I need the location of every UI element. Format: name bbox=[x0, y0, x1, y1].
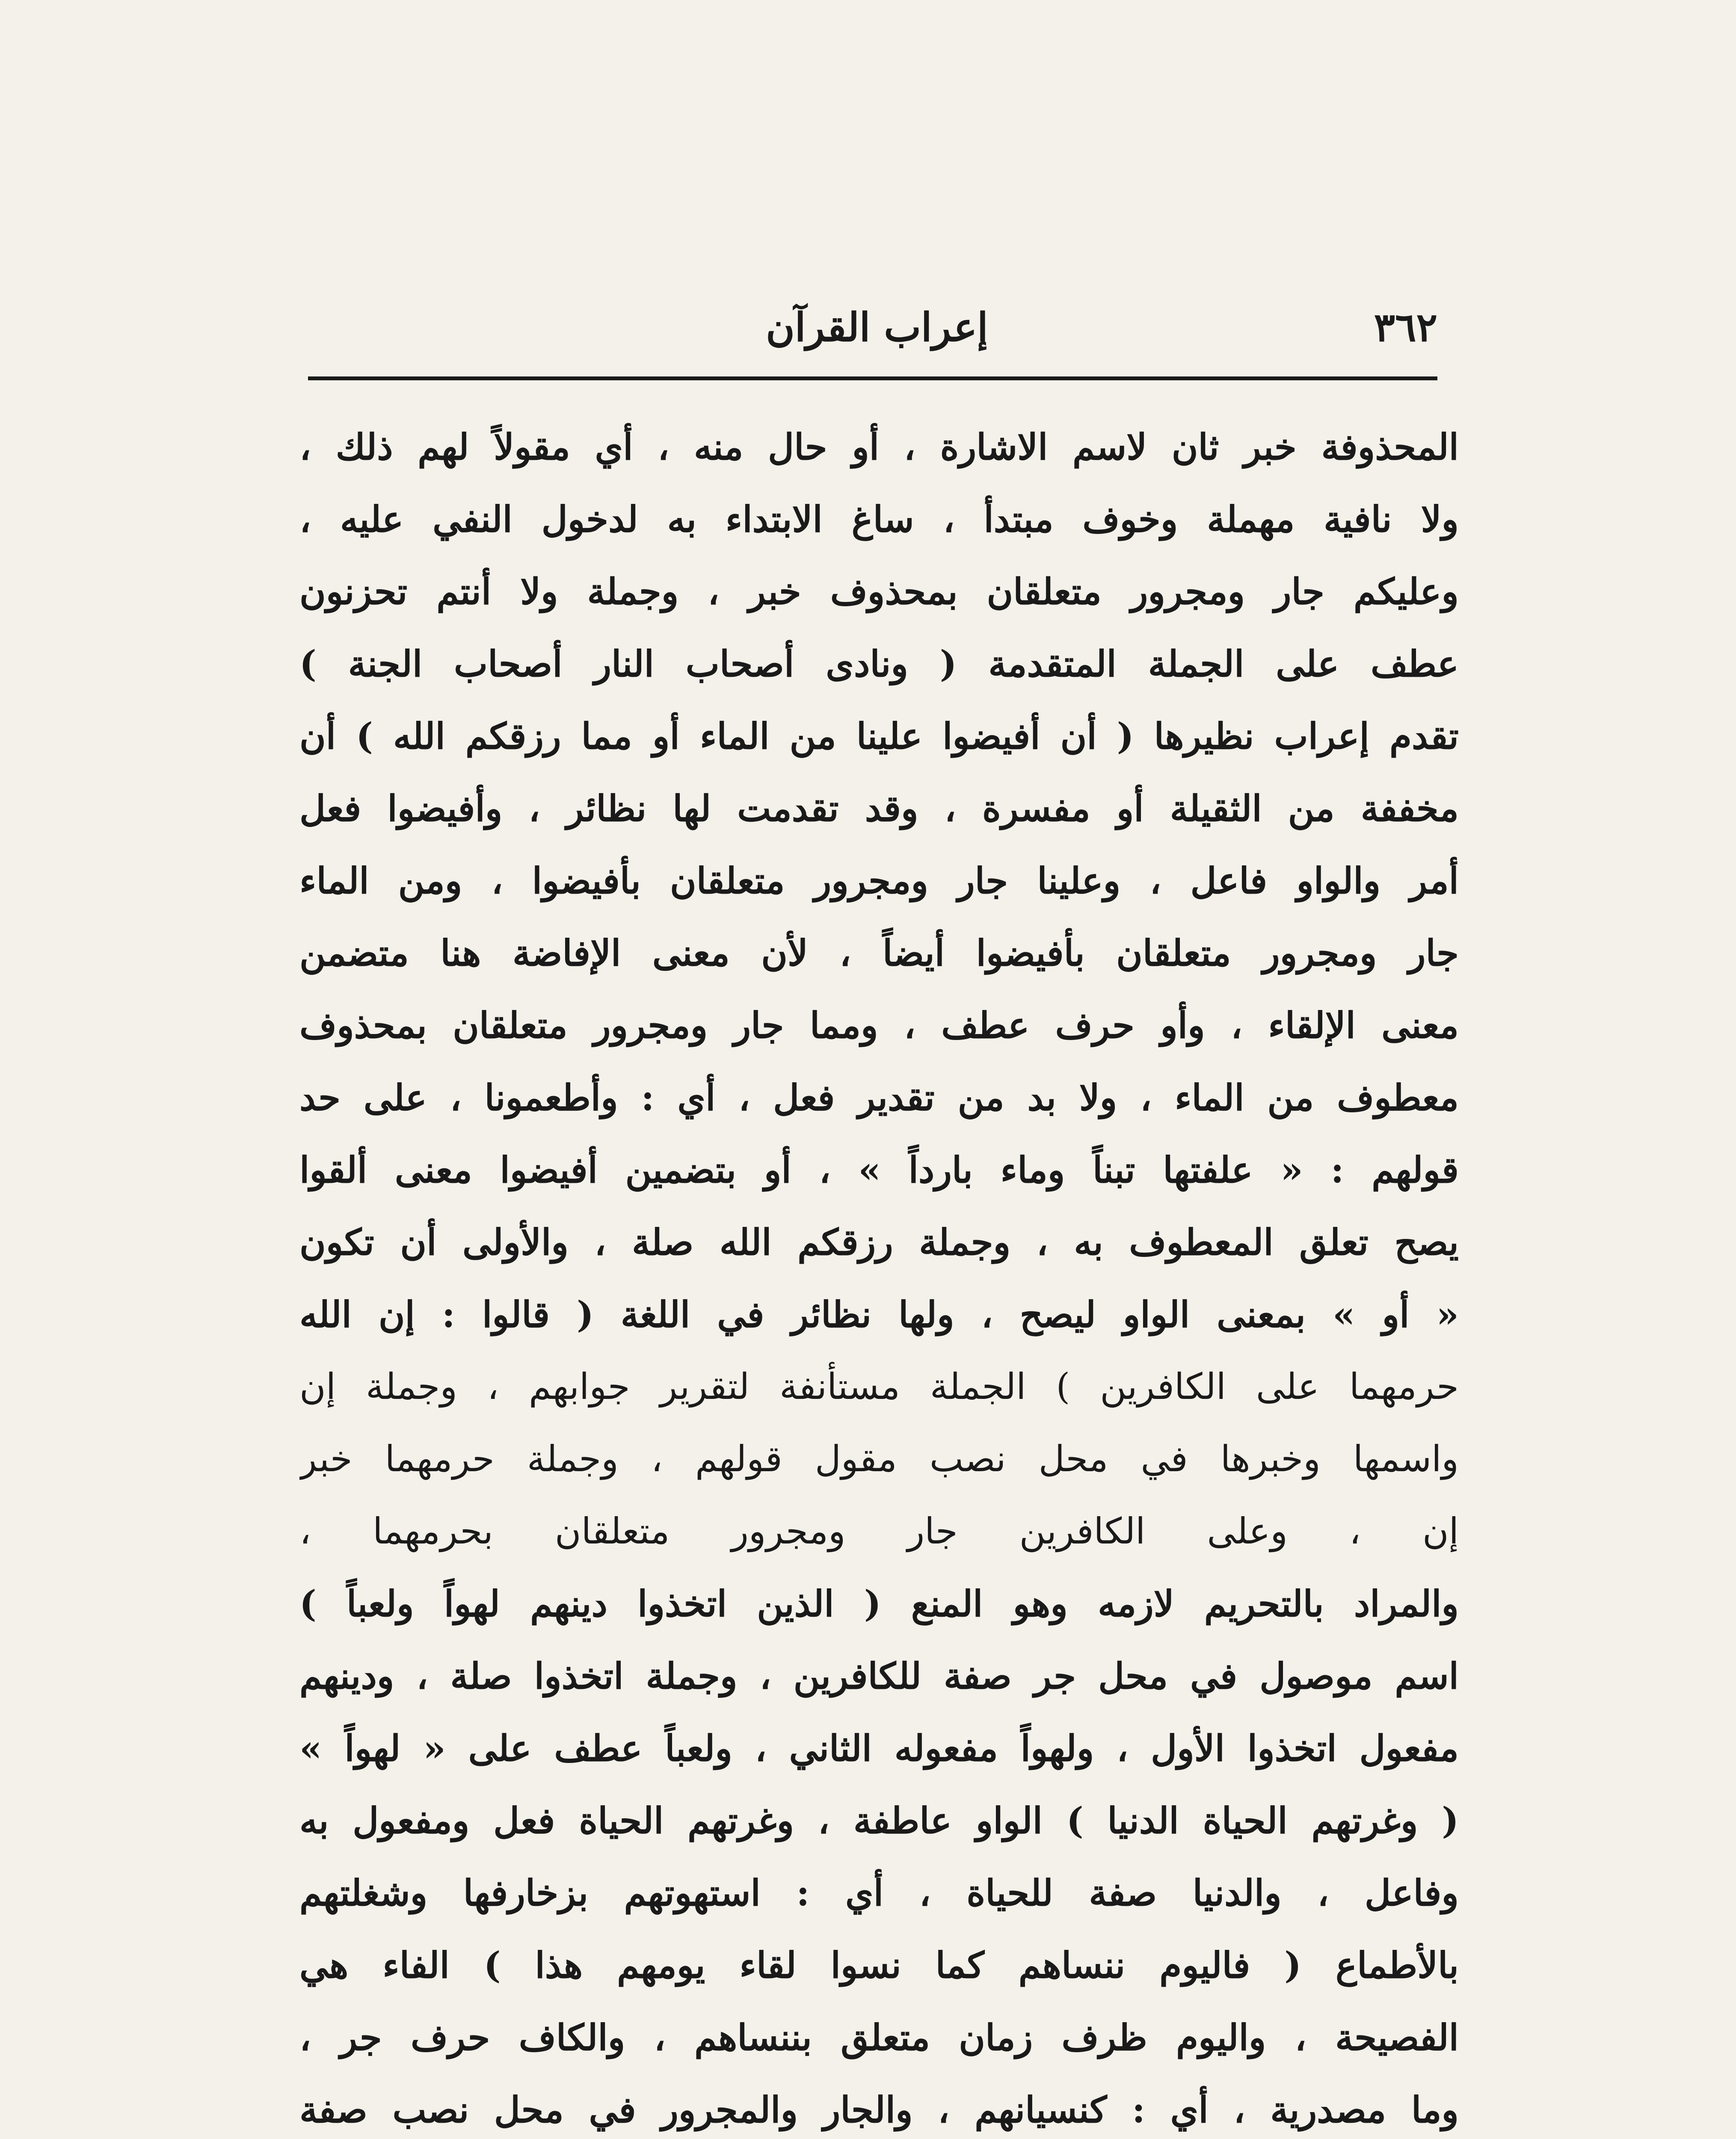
page-header bbox=[317, 299, 1437, 368]
text-line: إن ، وعلى الكافرين جار ومجرور متعلقان بحرمهما ، bbox=[299, 1510, 1459, 1552]
header-divider bbox=[308, 376, 1437, 380]
text-line: معطوف من الماء ، ولا بد من تقدير فعل ، أي : وأطعمونا ، على حد bbox=[299, 1076, 1459, 1119]
text-line: تقدم إعراب نظيرها ( أن أفيضوا علينا من الماء أو مما رزقكم الله ) أن bbox=[299, 715, 1459, 757]
text-line: اسم موصول في محل جر صفة للكافرين ، وجملة اتخذوا صلة ، ودينهم bbox=[299, 1655, 1459, 1697]
text-line: وعليكم جار ومجرور متعلقان بمحذوف خبر ، وجملة ولا أنتم تحزنون bbox=[299, 570, 1459, 613]
running-title: إعراب القرآن bbox=[766, 304, 988, 350]
text-line: ( وغرتهم الحياة الدنيا ) الواو عاطفة ، وغرتهم الحياة فعل ومفعول به bbox=[299, 1799, 1459, 1842]
text-line: معنى الإلقاء ، وأو حرف عطف ، ومما جار ومجرور متعلقان بمحذوف bbox=[299, 1004, 1459, 1046]
text-line: قولهم : « علفتها تبناً وماء بارداً » ، أو بتضمين أفيضوا معنى ألقوا bbox=[299, 1149, 1459, 1191]
page-number: ٣٦٢ bbox=[1374, 304, 1437, 350]
text-line: الفصيحة ، واليوم ظرف زمان متعلق بننساهم ، والكاف حرف جر ، bbox=[299, 2016, 1459, 2059]
text-line: واسمها وخبرها في محل نصب مقول قولهم ، وجملة حرمهما خبر bbox=[299, 1438, 1459, 1480]
text-line: وفاعل ، والدنيا صفة للحياة ، أي : استهوتهم بزخارفها وشغلتهم bbox=[299, 1872, 1459, 1914]
text-line: « أو » بمعنى الواو ليصح ، ولها نظائر في اللغة ( قالوا : إن الله bbox=[299, 1293, 1459, 1336]
text-line: مفعول اتخذوا الأول ، ولهواً مفعوله الثاني ، ولعباً عطف على « لهواً » bbox=[299, 1727, 1459, 1769]
text-line: المحذوفة خبر ثان لاسم الاشارة ، أو حال منه ، أي مقولاً لهم ذلك ، bbox=[299, 426, 1459, 468]
text-line: يصح تعلق المعطوف به ، وجملة رزقكم الله صلة ، والأولى أن تكون bbox=[299, 1221, 1459, 1263]
text-line: مخففة من الثقيلة أو مفسرة ، وقد تقدمت لها نظائر ، وأفيضوا فعل bbox=[299, 787, 1459, 830]
text-line: والمراد بالتحريم لازمه وهو المنع ( الذين اتخذوا دينهم لهواً ولعباً ) bbox=[299, 1582, 1459, 1625]
text-line: وما مصدرية ، أي : كنسيانهم ، والجار والمجرور في محل نصب صفة bbox=[299, 2089, 1459, 2131]
text-line: حرمهما على الكافرين ) الجملة مستأنفة لتقرير جوابهم ، وجملة إن bbox=[299, 1366, 1459, 1407]
text-line: بالأطماع ( فاليوم ننساهم كما نسوا لقاء يومهم هذا ) الفاء هي bbox=[299, 1944, 1459, 1986]
text-line: ولا نافية مهملة وخوف مبتدأ ، ساغ الابتداء به لدخول النفي عليه ، bbox=[299, 498, 1459, 540]
text-line: أمر والواو فاعل ، وعلينا جار ومجرور متعلقان بأفيضوا ، ومن الماء bbox=[299, 859, 1459, 902]
body-text bbox=[299, 411, 1459, 2139]
text-line: جار ومجرور متعلقان بأفيضوا أيضاً ، لأن معنى الإفاضة هنا متضمن bbox=[299, 932, 1459, 974]
text-line: عطف على الجملة المتقدمة ( ونادى أصحاب النار أصحاب الجنة ) bbox=[299, 643, 1459, 685]
